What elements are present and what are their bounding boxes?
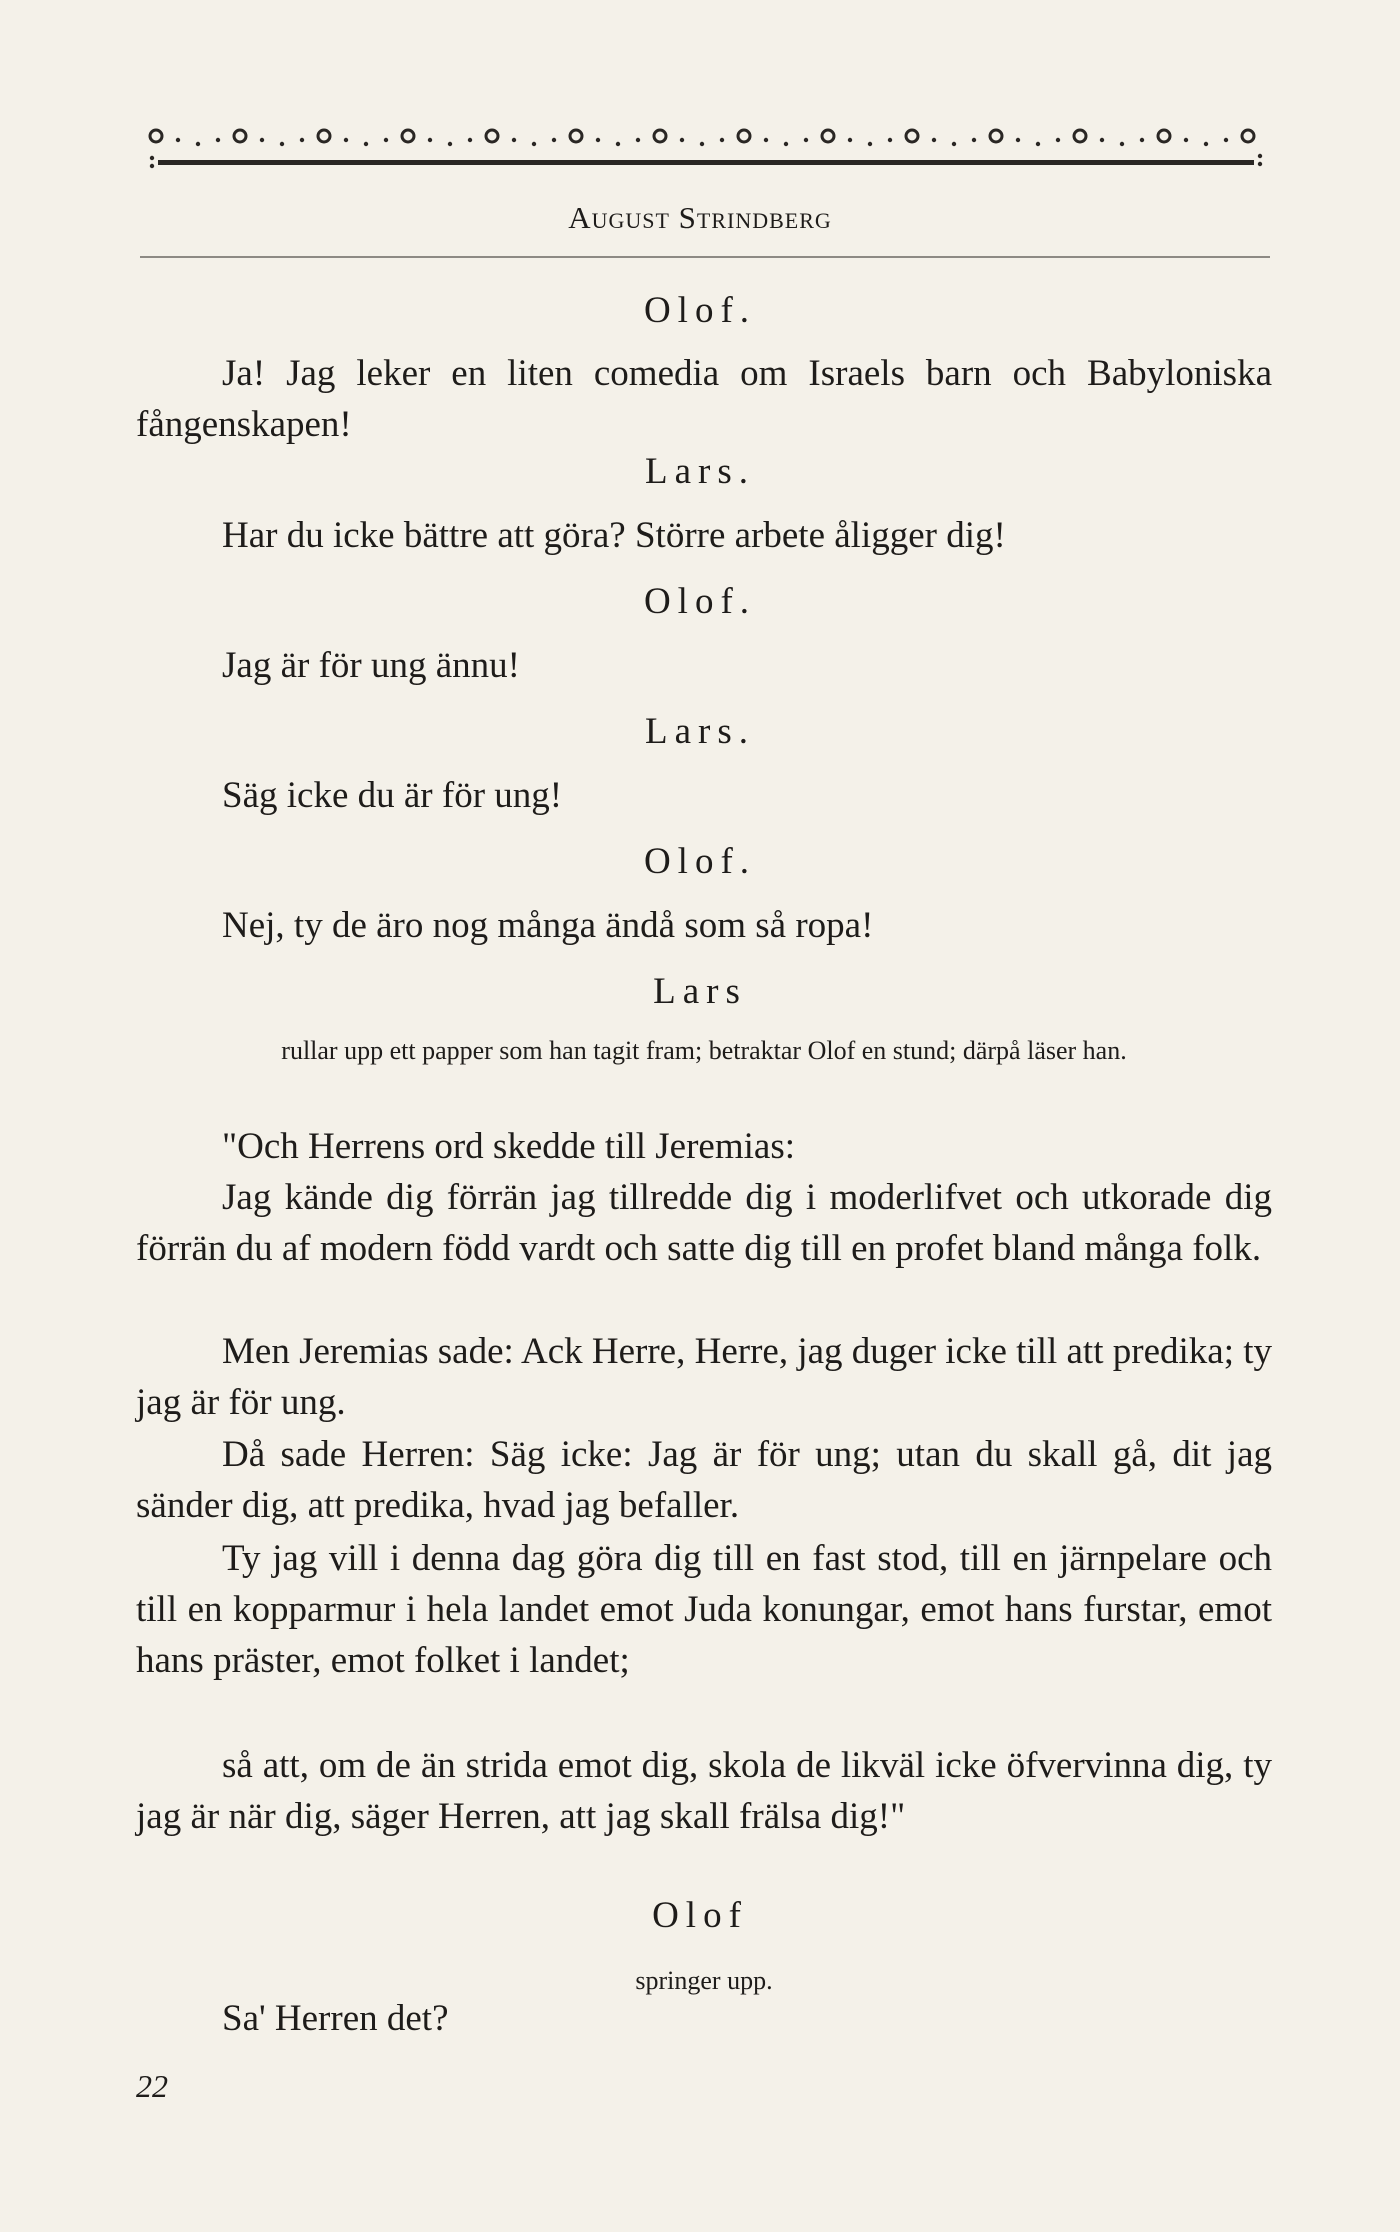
- dialogue-line: Säg icke du är för ung!: [222, 775, 563, 816]
- header-ornament: [148, 120, 1268, 170]
- dialogue-line: Jag är för ung ännu!: [222, 645, 520, 686]
- dialogue-line: Sa' Herren det?: [222, 1998, 449, 2039]
- speaker-name: Olof.: [643, 290, 757, 331]
- scripture-line: "Och Herrens ord skedde till Jeremias:: [222, 1126, 796, 1167]
- speaker-name: Olof.: [643, 841, 757, 882]
- scripture-paragraph: Men Jeremias sade: Ack Herre, Herre, jag duger icke till att predika; ty jag är för ung.: [136, 1331, 1272, 1423]
- speaker-name: Olof.: [643, 581, 757, 622]
- scripture-paragraph: Ty jag vill i denna dag göra dig till en fast stod, till en järnpelare och till en kopparmur i hela landet emot Juda konungar, emot hans furstar, emot hans präster, emot folket i landet;: [136, 1538, 1272, 1681]
- speaker-name: Lars.: [645, 451, 755, 492]
- scripture-paragraph: Då sade Herren: Säg icke: Jag är för ung; utan du skall gå, dit jag sänder dig, att predika, hvad jag befaller.: [136, 1434, 1272, 1526]
- speaker-name: Olof: [652, 1895, 748, 1936]
- stage-direction: rullar upp ett papper som han tagit fram; betraktar Olof en stund; därpå läser han.: [281, 1036, 1127, 1065]
- scripture-paragraph: Jag kände dig förrän jag tillredde dig i moderlifvet och utkorade dig förrän du af modern född vardt och satte dig till en profet bland många folk.: [136, 1177, 1272, 1269]
- running-head: August Strindberg: [568, 200, 832, 235]
- dialogue-line: Har du icke bättre att göra? Större arbete åligger dig!: [222, 515, 1006, 556]
- page-number: 22: [136, 2068, 168, 2104]
- dialogue-line: Ja! Jag leker en liten comedia om Israels barn och Babyloniska fångenskapen!: [136, 353, 1272, 445]
- speaker-name: Lars.: [645, 711, 755, 752]
- dialogue-line: Nej, ty de äro nog många ändå som så ropa!: [222, 905, 874, 946]
- header-rule: [140, 256, 1270, 258]
- speaker-name: Lars: [653, 971, 747, 1012]
- scripture-paragraph: så att, om de än strida emot dig, skola de likväl icke öfvervinna dig, ty jag är när dig, säger Herren, att jag skall frälsa dig!": [136, 1745, 1272, 1837]
- stage-direction: springer upp.: [635, 1966, 773, 1995]
